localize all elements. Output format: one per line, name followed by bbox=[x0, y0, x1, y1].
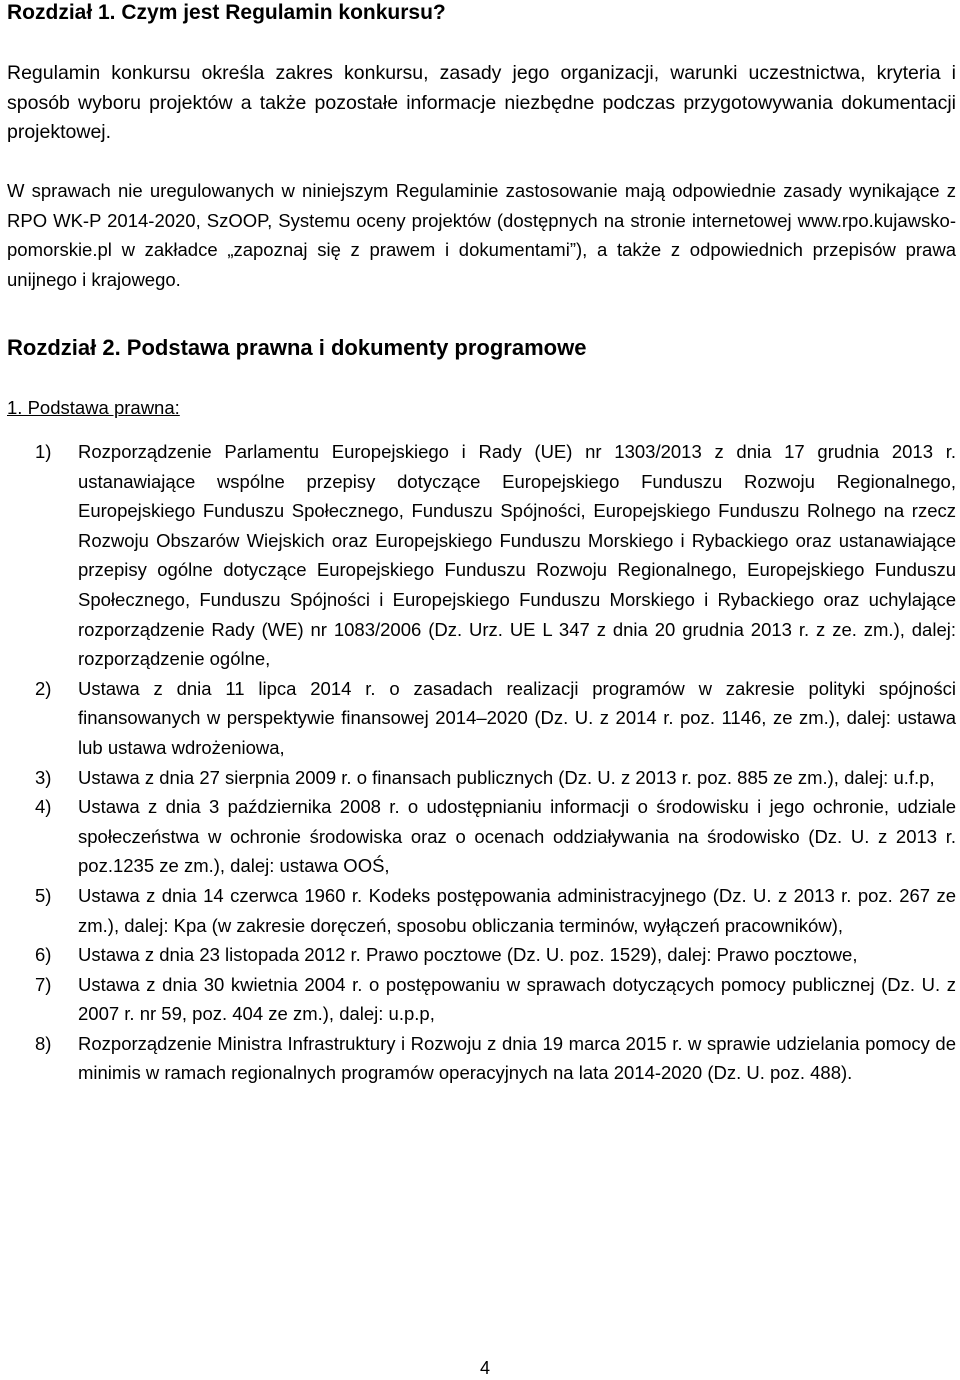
list-item-number: 3) bbox=[35, 766, 52, 788]
list-item bbox=[7, 674, 956, 763]
list-item bbox=[7, 970, 956, 1029]
list-item-number: 6) bbox=[35, 944, 52, 966]
legal-basis-subheading: 1. Podstawa prawna: bbox=[7, 397, 180, 418]
list-item bbox=[7, 1029, 956, 1088]
list-item bbox=[7, 437, 956, 674]
chapter-1-title: Rozdział 1. Czym jest Regulamin konkursu? bbox=[7, 1, 446, 24]
list-item-text: Ustawa z dnia 11 lipca 2014 r. o zasadach realizacji programów w zakresie polityki spójności finansowanych w perspektywie finansowej 2014–2020 (Dz. U. z 2014 r. poz. 1146, ze zm.), dalej: ustawa lub ustawa wdrożeniowa, bbox=[78, 677, 956, 758]
chapter-2-title: Rozdział 2. Podstawa prawna i dokumenty programowe bbox=[7, 335, 587, 360]
list-item-text: Rozporządzenie Ministra Infrastruktury i Rozwoju z dnia 19 marca 2015 r. w sprawie udzielania pomocy de minimis w ramach regionalnych programów operacyjnych na lata 2014-2020 (Dz. U. poz. 488). bbox=[78, 1032, 956, 1084]
list-item-number: 8) bbox=[35, 1032, 52, 1054]
list-item-number: 2) bbox=[35, 677, 52, 699]
list-item-text: Ustawa z dnia 23 listopada 2012 r. Prawo pocztowe (Dz. U. poz. 1529), dalej: Prawo pocztowe, bbox=[78, 944, 858, 966]
list-item-number: 4) bbox=[35, 796, 52, 818]
list-item-number: 1) bbox=[35, 441, 52, 462]
chapter-1-paragraph-scope: Regulamin konkursu określa zakres konkursu, zasady jego organizacji, warunki uczestnictwa, kryteria i sposób wyboru projektów a także pozostałe informacje niezbędne podczas przygotowywania dokumentacji projektowej. bbox=[7, 62, 956, 143]
list-item-text: Ustawa z dnia 30 kwietnia 2004 r. o postępowaniu w sprawach dotyczących pomocy publicznej (Dz. U. z 2007 r. nr 59, poz. 404 ze zm.), dalej: u.p.p, bbox=[78, 973, 956, 1025]
list-item-text: Ustawa z dnia 27 sierpnia 2009 r. o finansach publicznych (Dz. U. z 2013 r. poz. 885 ze zm.), dalej: u.f.p, bbox=[78, 766, 935, 788]
list-item-number: 5) bbox=[35, 884, 52, 906]
list-item-text: Rozporządzenie Parlamentu Europejskiego i Rady (UE) nr 1303/2013 z dnia 17 grudnia 2013 r. ustanawiające wspólne przepisy dotyczące Europejskiego Funduszu Rozwoju Regionalnego, Europejskiego Funduszu Społecznego, Funduszu Spójności, Europejskiego Funduszu Rolnego na rzecz Rozwoju Obszarów Wiejskich oraz Europejskiego Funduszu Morskiego i Rybackiego oraz ustanawiające przepisy ogólne dotyczące Europejskiego Funduszu Rozwoju Regionalnego, Europejskiego Funduszu Społecznego, Funduszu Spójności i Europejskiego Funduszu Morskiego i Rybackiego oraz uchylające rozporządzenie Rady (WE) nr 1083/2006 (Dz. Urz. UE L 347 z dnia 20 grudnia 2013 r. z ze. zm.), dalej: rozporządzenie ogólne, bbox=[78, 441, 956, 670]
page-number: 4 bbox=[480, 1358, 491, 1378]
list-item bbox=[7, 792, 956, 881]
legal-basis-list bbox=[7, 437, 956, 1088]
list-item-text: Ustawa z dnia 14 czerwca 1960 r. Kodeks postępowania administracyjnego (Dz. U. z 2013 r. poz. 267 ze zm.), dalej: Kpa (w zakresie doręczeń, sposobu obliczania terminów, wyłączeń pracowników), bbox=[78, 884, 956, 936]
list-item-number: 7) bbox=[35, 973, 52, 995]
list-item bbox=[7, 881, 956, 940]
list-item bbox=[7, 763, 956, 793]
list-item bbox=[7, 940, 956, 970]
list-item-text: Ustawa z dnia 3 października 2008 r. o udostępnianiu informacji o środowisku i jego ochronie, udziale społeczeństwa w ochronie środowiska oraz o ocenach oddziaływania na środowisko (Dz. U. z 2013 r. poz.1235 ze zm.), dalej: ustawa OOŚ, bbox=[78, 796, 956, 877]
chapter-1-paragraph-unregulated-matters: W sprawach nie uregulowanych w niniejszym Regulaminie zastosowanie mają odpowiednie zasady wynikające z RPO WK-P 2014-2020, SzOOP, Systemu oceny projektów (dostępnych na stronie internetowej www.rpo.kujawsko-pomorskie.pl w zakładce „zapoznaj się z prawem i dokumentami”), a także z odpowiednich przepisów prawa unijnego i krajowego. bbox=[7, 180, 956, 290]
